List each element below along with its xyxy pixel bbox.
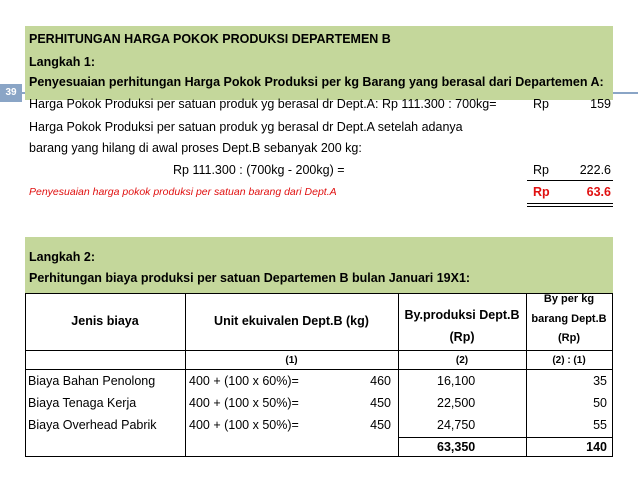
row-units: 460 xyxy=(370,374,391,388)
row-cost: 22,500 xyxy=(437,396,476,410)
total-underline-1 xyxy=(527,203,613,204)
header-by-produksi-line1: By.produksi Dept.B xyxy=(404,308,520,322)
calc-row1-currency: Rp xyxy=(533,97,549,111)
row-formula: 400 + (100 x 60%)= xyxy=(189,374,299,388)
total-cost: 63,350 xyxy=(437,440,476,454)
adjustment-currency: Rp xyxy=(533,185,550,199)
calc-row1-value: 159 xyxy=(590,97,611,111)
table-top-border xyxy=(25,293,613,294)
row-units: 450 xyxy=(370,396,391,410)
step1-label: Langkah 1: xyxy=(29,55,95,69)
row-per-kg: 35 xyxy=(593,374,607,388)
row-cost: 24,750 xyxy=(437,418,476,432)
adjustment-label: Penyesuaian harga pokok produksi per satuan barang dari Dept.A xyxy=(29,186,337,198)
subtotal-underline xyxy=(527,180,613,181)
row-units: 450 xyxy=(370,418,391,432)
calc-row4-currency: Rp xyxy=(533,163,549,177)
header-bottom-border xyxy=(25,350,613,351)
header-per-kg-line2: barang Dept.B xyxy=(531,313,607,325)
page-title: PERHITUNGAN HARGA POKOK PRODUKSI DEPARTEMEN B xyxy=(29,32,391,46)
header-per-kg-line3: (Rp) xyxy=(558,332,580,344)
header-unit-ekuivalen: Unit ekuivalen Dept.B (kg) xyxy=(214,314,369,328)
header-by-produksi-line2: (Rp) xyxy=(449,330,475,344)
row-per-kg: 55 xyxy=(593,418,607,432)
table-bottom-border xyxy=(25,456,613,457)
row-cost-name: Biaya Tenaga Kerja xyxy=(28,396,137,410)
row-formula: 400 + (100 x 50%)= xyxy=(189,418,299,432)
calc-row4-text: Rp 111.300 : (700kg - 200kg) = xyxy=(173,163,345,177)
header-per-kg-line1: By per kg xyxy=(543,293,595,305)
step2-label: Langkah 2: xyxy=(29,250,95,264)
step2-heading: Perhitungan biaya produksi per satuan Departemen B bulan Januari 19X1: xyxy=(29,271,471,285)
total-underline-2 xyxy=(527,206,613,207)
adjustment-value: 63.6 xyxy=(586,185,611,199)
row-cost-name: Biaya Overhead Pabrik xyxy=(28,418,157,432)
row-cost-name: Biaya Bahan Penolong xyxy=(28,374,156,388)
row-cost: 16,100 xyxy=(437,374,476,388)
subheader-col3: (2) xyxy=(455,355,469,366)
calc-row2-text: Harga Pokok Produksi per satuan produk yg berasal dr Dept.A setelah adanya xyxy=(29,120,463,134)
calc-row1-text: Harga Pokok Produksi per satuan produk yg berasal dr Dept.A: Rp 111.300 : 700kg= xyxy=(29,97,497,111)
subheader-col4: (2) : (1) xyxy=(552,355,586,366)
subheader-col2: (1) xyxy=(285,355,298,366)
total-per-kg: 140 xyxy=(586,440,607,454)
row-per-kg: 50 xyxy=(593,396,607,410)
calc-row4-value: 222.6 xyxy=(579,163,611,177)
header-jenis-biaya: Jenis biaya xyxy=(71,314,139,328)
calc-row3-text: barang yang hilang di awal proses Dept.B sebanyak 200 kg: xyxy=(29,141,362,155)
col-border-right xyxy=(612,293,613,456)
step1-heading: Penyesuaian perhitungan Harga Pokok Produksi per kg Barang yang berasal dari Departemen A: xyxy=(29,75,604,89)
page-number-badge: 39 xyxy=(0,84,22,102)
row-formula: 400 + (100 x 50%)= xyxy=(189,396,299,410)
spreadsheet xyxy=(25,26,613,456)
